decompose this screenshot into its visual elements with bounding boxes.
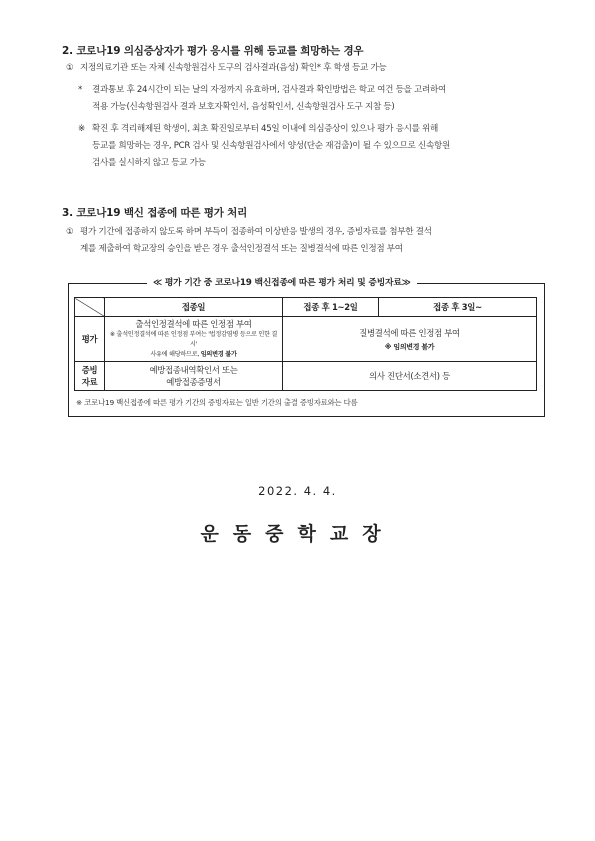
cell-note-line-2: 사유에 해당하므로, 임의변경 불가 [150, 351, 237, 358]
row-label-evaluation: 평가 [75, 317, 105, 362]
table-header-day-3-plus: 접종 후 3일~ [379, 298, 537, 317]
cell-main-text: 출석인정결석에 따른 인정점 부여 [135, 319, 252, 329]
section-3-item-1-line-1: 평가 기간에 접종하지 않도록 하며 부득이 접종하여 이상반응 발생의 경우, 증빙자료를 첨부한 결석 [80, 227, 432, 237]
section-2-item-1-text: 지정의료기관 또는 자체 신속항원검사 도구의 검사결과(음성) 확인* 후 학생 등교 가능 [80, 63, 387, 73]
section-3-heading: 3. 코로나19 백신 접종에 따른 평가 처리 [62, 207, 248, 219]
reference-mark: ※ [78, 124, 85, 134]
cell-note: ※ 임의변경 불가 [384, 342, 435, 351]
section-2-item-1 [66, 60, 386, 77]
cell-main-text: 질병결석에 따른 인정점 부여 [359, 327, 460, 338]
circled-number-marker: ① [66, 63, 74, 73]
document-date: 2022. 4. 4. [258, 484, 337, 498]
cell-evidence-after-vaccination: 의사 진단서(소견서) 등 [283, 362, 537, 391]
cell-note-line-1: ※ 출석인정결석에 따른 인정점 부여는 '법정감염병 등으로 인한 결시' [109, 331, 278, 348]
table-header-days-1-2: 접종 후 1~2일 [283, 298, 379, 317]
vaccine-evaluation-table [74, 297, 537, 391]
section-2-note-2-line-3: 검사를 실시하지 않고 등교 가능 [92, 158, 206, 168]
circled-number-marker: ① [66, 227, 74, 237]
table-header-vaccination-day: 접종일 [105, 298, 283, 317]
section-2-note-2-line-2: 등교를 희망하는 경우, PCR 검사 및 신속항원검사에서 양성(단순 재검출)이 될 수 있으므로 신속항원 [92, 141, 451, 151]
section-2-heading: 2. 코로나19 의심증상자가 평가 응시를 위해 등교를 희망하는 경우 [62, 45, 364, 57]
table-header-row [75, 298, 537, 317]
row-label-evidence: 증빙 자료 [75, 362, 105, 391]
table-row-evidence [75, 362, 537, 391]
table-row-evaluation [75, 317, 537, 362]
section-2-note-2 [78, 121, 450, 172]
cell-evaluation-vaccination-day [105, 317, 283, 362]
cell-evaluation-after-vaccination [283, 317, 537, 362]
section-2-note-1-line-1: 결과통보 후 24시간이 되는 날의 자정까지 유효하며, 검사결과 확인방법은 학교 여건 등을 고려하여 [92, 85, 447, 95]
table-header-blank [75, 298, 105, 317]
section-2-note-1-line-2: 적용 가능(신속항원검사 결과 보호자확인서, 음성확인서, 신속항원검사 도구 지참 등) [92, 102, 395, 112]
asterisk-marker: * [78, 85, 82, 95]
section-3-item-1-line-2: 계를 제출하여 학교장의 승인을 받은 경우 출석인정결석 또는 질병결석에 따른 인정점 부여 [80, 244, 403, 254]
section-2-note-1 [78, 82, 446, 116]
table-footnote: ※ 코로나19 백신접종에 따른 평가 기간의 증빙자료는 일반 기간의 출결 증빙자료와는 다름 [76, 398, 358, 407]
section-2-note-2-line-1: 확진 후 격리해제된 학생이, 최초 확진일로부터 45일 이내에 의심증상이 있으나 평가 응시를 위해 [92, 124, 439, 134]
principal-signature: 운동중학교장 [200, 523, 395, 545]
section-3-item-1 [66, 224, 432, 258]
vaccine-table-title: ≪ 평가 기간 중 코로나19 백신접종에 따른 평가 처리 및 증빙자료≫ [147, 275, 417, 288]
cell-evidence-vaccination-day: 예방접종내역확인서 또는 예방접종증명서 [105, 362, 283, 391]
